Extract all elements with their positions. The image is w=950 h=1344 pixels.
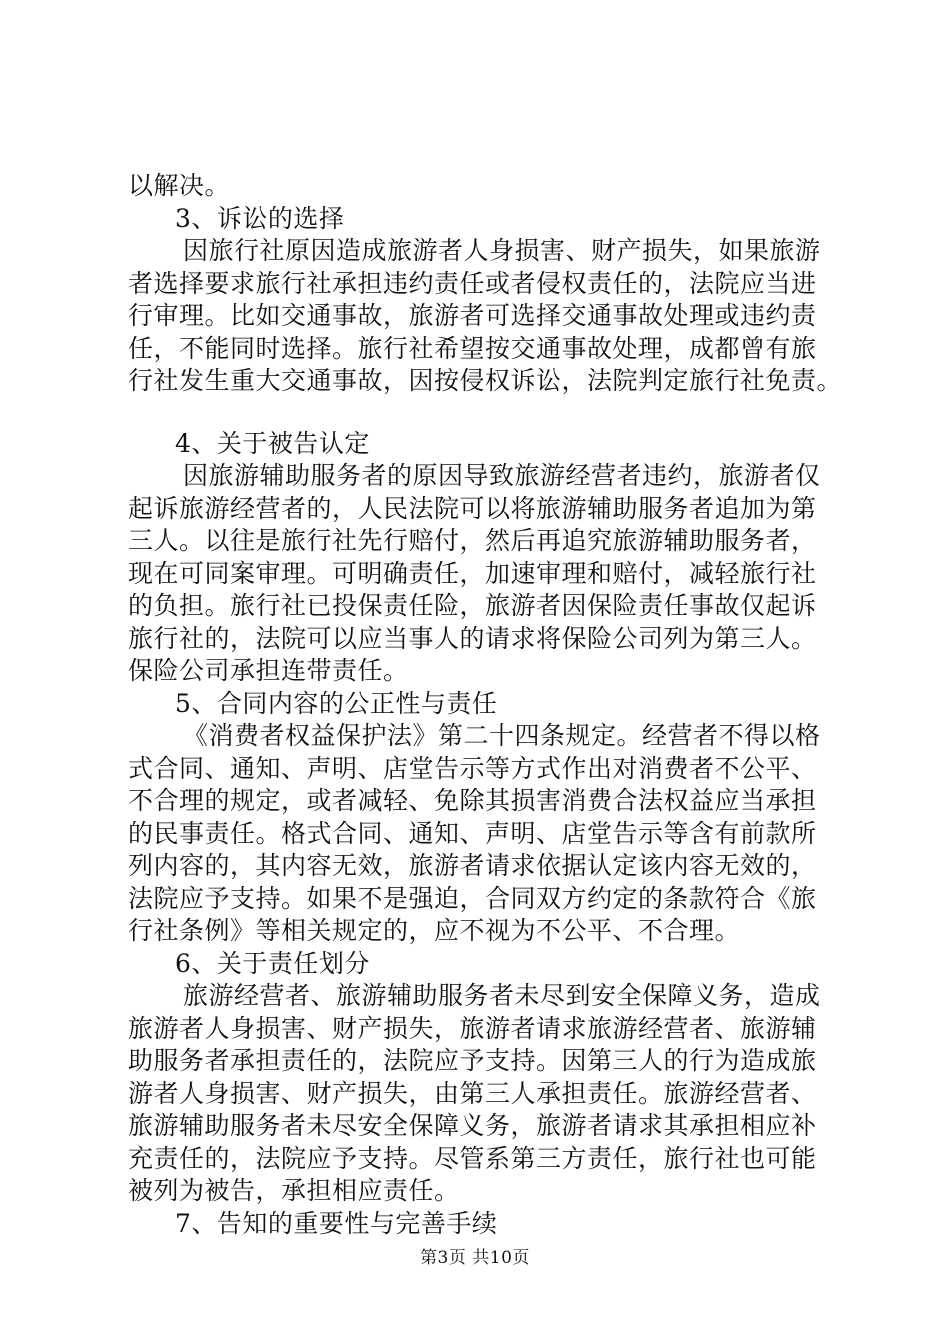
text-line: 的民事责任。格式合同、通知、声明、店堂告示等含有前款所	[128, 818, 817, 848]
section-heading: 6、关于责任划分	[175, 948, 370, 978]
text-line: 行审理。比如交通事故，旅游者可选择交通事故处理或违约责	[128, 301, 817, 330]
section-heading: 4、关于被告认定	[175, 428, 370, 458]
text-line: 充责任的，法院应予支持。尽管系第三方责任，旅行社也可能	[128, 1143, 817, 1173]
text-line: 以解决。	[128, 171, 231, 200]
text-line: 因旅行社原因造成旅游者人身损害、财产损失，如果旅游	[183, 236, 821, 265]
text-line: 旅行社的，法院可以应当事人的请求将保险公司列为第三人。	[128, 623, 817, 653]
page-footer: 第3页 共10页	[420, 1248, 530, 1268]
text-line: 任，不能同时选择。旅行社希望按交通事故处理，成都曾有旅	[128, 333, 817, 363]
text-line: 的负担。旅行社已投保责任险，旅游者因保险责任事故仅起诉	[128, 591, 817, 620]
section-heading: 3、诉讼的选择	[175, 203, 345, 233]
text-line: 旅游辅助服务者未尽安全保障义务，旅游者请求其承担相应补	[128, 1111, 817, 1140]
text-line: 行社发生重大交通事故，因按侵权诉讼，法院判定旅行社免责。	[128, 366, 843, 395]
text-line: 法院应予支持。如果不是强迫，合同双方约定的条款符合《旅	[128, 883, 817, 913]
text-line: 保险公司承担连带责任。	[128, 656, 409, 685]
text-line: 《消费者权益保护法》第二十四条规定。经营者不得以格	[183, 721, 821, 750]
text-line: 因旅游辅助服务者的原因导致旅游经营者违约，旅游者仅	[183, 461, 821, 490]
paragraph-gap	[128, 398, 828, 428]
text-line: 行社条例》等相关规定的，应不视为不公平、不合理。	[128, 916, 741, 945]
section-heading: 7、告知的重要性与完善手续	[175, 1208, 498, 1238]
text-line: 三人。以往是旅行社先行赔付，然后再追究旅游辅助服务者，	[128, 526, 817, 555]
text-line: 游者人身损害、财产损失，由第三人承担责任。旅游经营者、	[128, 1078, 817, 1108]
text-line: 起诉旅游经营者的，人民法院可以将旅游辅助服务者追加为第	[128, 493, 817, 523]
section-heading: 5、合同内容的公正性与责任	[175, 688, 498, 718]
text-line: 不合理的规定，或者减轻、免除其损害消费合法权益应当承担	[128, 786, 817, 815]
document-body	[128, 170, 843, 1240]
text-line: 旅游经营者、旅游辅助服务者未尽到安全保障义务，造成	[183, 981, 821, 1010]
text-line: 旅游者人身损害、财产损失，旅游者请求旅游经营者、旅游辅	[128, 1013, 817, 1043]
text-line: 者选择要求旅行社承担违约责任或者侵权责任的，法院应当进	[128, 268, 817, 298]
text-line: 列内容的，其内容无效，旅游者请求依据认定该内容无效的，	[128, 851, 817, 880]
text-line: 现在可同案审理。可明确责任，加速审理和赔付，减轻旅行社	[128, 558, 817, 588]
text-line: 助服务者承担责任的，法院应予支持。因第三人的行为造成旅	[128, 1046, 817, 1075]
text-line: 式合同、通知、声明、店堂告示等方式作出对消费者不公平、	[128, 753, 817, 783]
text-line: 被列为被告，承担相应责任。	[128, 1176, 460, 1205]
